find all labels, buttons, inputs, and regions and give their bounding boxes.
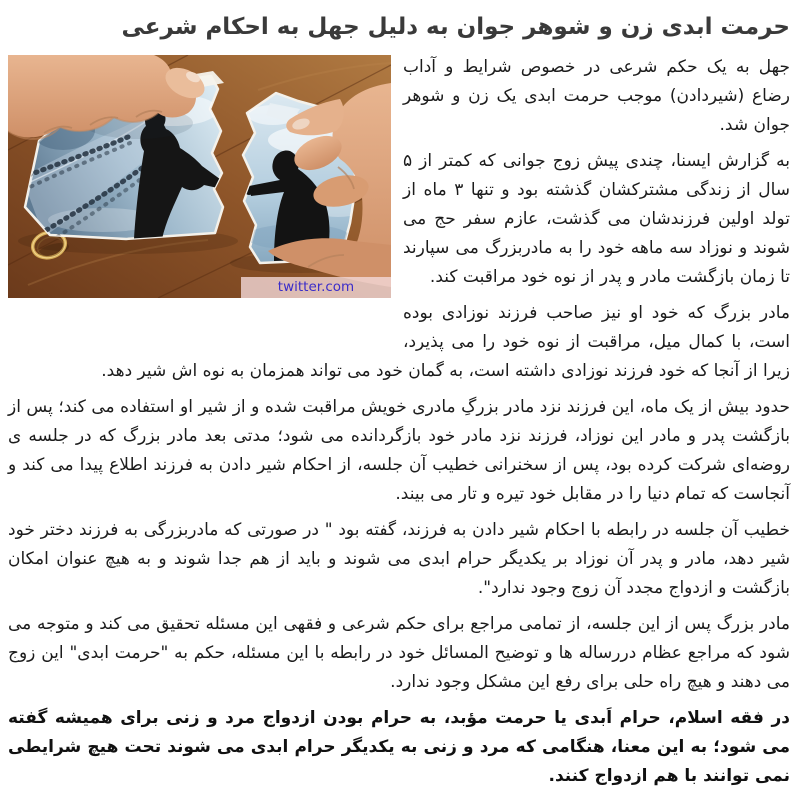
paragraph: به گزارش ایسنا، چندی پیش زوج جوانی که کمتر از ۵ سال از زندگی مشترکشان گذشته بود و تنها ۳ ماه از تولد اولین فرزندشان می گذشت، عازم سفر حج می شوند و نوزاد سه ماهه خود را به مادربزرگ می سپارند تا زمان بازگشت مادر و پدر از نوه خود مراقبت کند. <box>403 151 790 287</box>
paragraph-lead: جهل به یک حکم شرعی در خصوص شرایط و آداب رضاع (شیردادن) موجب حرمت ابدی یک زن و شوهر جوان شد. <box>403 57 790 135</box>
photo-watermark: twitter.com <box>241 277 391 298</box>
article-body <box>8 53 790 791</box>
paragraph: خطیب آن جلسه در رابطه با احکام شیر دادن به فرزند، گفته بود " در صورتی که مادربزرگی به فرزند دختر خود شیر دهد، مادر و پدر آن نوزاد بر یکدیگر حرام ابدی می شوند و باید از هم جدا شوند و به هیچ عنوان امکان بازگشت و ازدواج مجدد آن زوج وجود ندارد". <box>8 520 790 598</box>
article-photo <box>8 55 391 298</box>
paragraph: حدود بیش از یک ماه، این فرزند نزد مادر بزرگِ مادری خویش مراقبت شده و از شیر او استفاده می کند؛ پس از بازگشت پدر و مادر این نوزاد، فرزند نزد مادر خود بازگردانده می شود؛ مدتی بعد مادر بزرگ که در جلسه ی روضه‌ای شرکت کرده بود، پس از سخنرانی خطیب آن جلسه، از احکام شیر دادن به فرزند اطلاع پیدا می کند و آنجاست که تمام دنیا را در مقابل خود تیره و تار می بیند. <box>8 397 790 504</box>
paragraph: مادر بزرگ پس از این جلسه، از تمامی مراجع برای حکم شرعی و فقهی این مسئله تحقیق می کند و متوجه می شود که مراجع عظام دررساله ها و توضیح المسائل خود در رابطه با این مسئله، حکم به "حرمت ابدی" این زوج می دهند و هیچ راه حلی برای رفع این مشکل وجود ندارد. <box>8 614 790 692</box>
torn-wedding-photo-illustration <box>8 55 391 298</box>
paragraph-emphasis: در فقه اسلام، حرام اَبدی یا حرمت مؤبد، به حرام بودن ازدواج مرد و زنی برای همیشه گفته می شود؛ به این معنا، هنگامی که مرد و زنی به یکدیگر حرام ابدی می شوند تحت هیچ شرایطی نمی توانند با هم ازدواج کنند. <box>8 708 790 786</box>
paragraph: مادر بزرگ که خود او نیز صاحب فرزند نوزادی بوده است، با کمال میل، مراقبت از نوه خود را می پذیرد، زیرا از آنجا که خود فرزند نوزادی داشته است، به گمان خود می تواند همزمان به نوه اش شیر دهد. <box>101 303 790 381</box>
page-title: حرمت ابدی زن و شوهر جوان به دلیل جهل به احکام شرعی <box>121 14 790 40</box>
